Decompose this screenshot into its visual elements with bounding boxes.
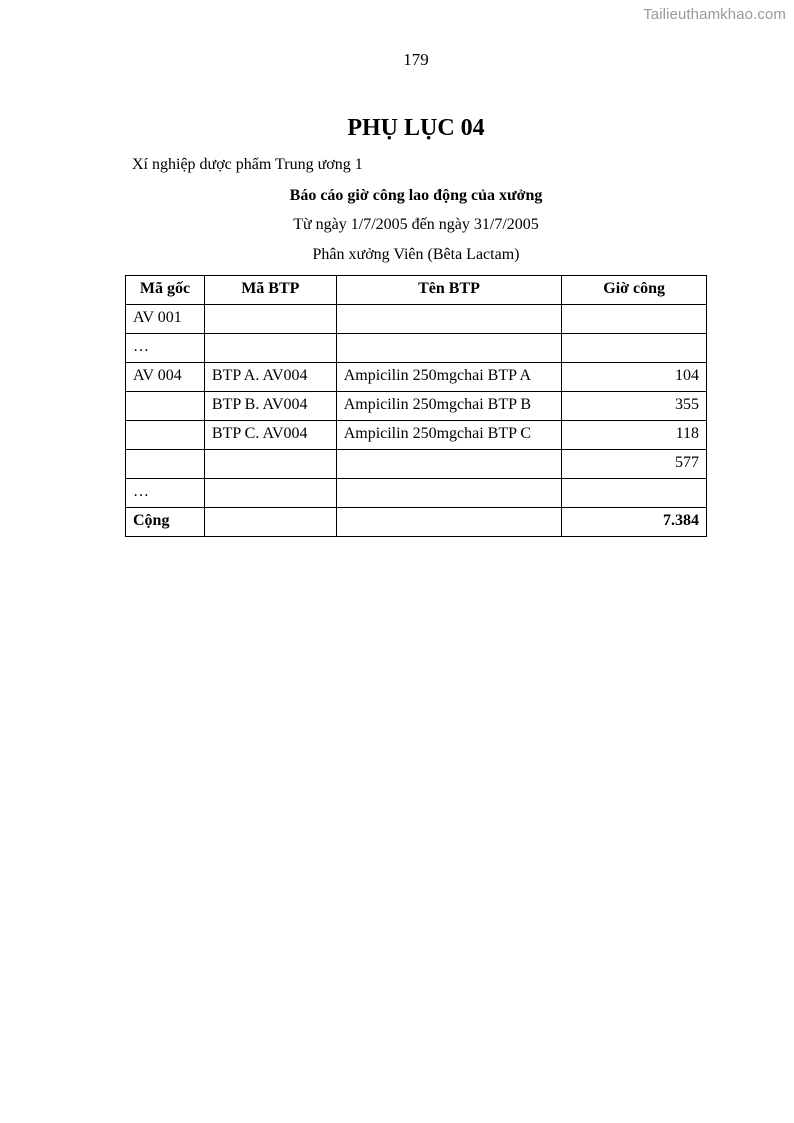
cell-ma-btp: BTP B. AV004	[204, 392, 336, 421]
cell-ma-goc: …	[126, 479, 205, 508]
cell-ma-btp: BTP C. AV004	[204, 421, 336, 450]
header-ma-goc: Mã gốc	[126, 276, 205, 305]
table-row	[126, 305, 707, 334]
workshop-name: Phân xưởng Viên (Bêta Lactam)	[312, 246, 520, 263]
table-header-row	[126, 276, 707, 305]
cell-ma-btp: BTP A. AV004	[204, 363, 336, 392]
cell-gio-cong-subtotal: 577	[562, 450, 707, 479]
company-name: Xí nghiệp dược phẩm Trung ương 1	[132, 156, 363, 173]
table-row	[126, 392, 707, 421]
total-gio-cong: 7.384	[562, 508, 707, 537]
table-row	[126, 479, 707, 508]
header-ten-btp: Tên BTP	[336, 276, 562, 305]
table-total-row	[126, 508, 707, 537]
cell-ma-btp	[204, 305, 336, 334]
cell-gio-cong: 104	[562, 363, 707, 392]
header-gio-cong: Giờ công	[562, 276, 707, 305]
cell-ten-btp	[336, 479, 562, 508]
total-ten-btp	[336, 508, 562, 537]
cell-ma-btp	[204, 450, 336, 479]
cell-ma-goc: AV 001	[126, 305, 205, 334]
date-range: Từ ngày 1/7/2005 đến ngày 31/7/2005	[293, 216, 539, 233]
cell-ten-btp: Ampicilin 250mgchai BTP B	[336, 392, 562, 421]
cell-gio-cong: 118	[562, 421, 707, 450]
table-row	[126, 363, 707, 392]
table-row	[126, 334, 707, 363]
cell-ma-goc	[126, 450, 205, 479]
header-ma-btp: Mã BTP	[204, 276, 336, 305]
cell-ma-goc: …	[126, 334, 205, 363]
table-row	[126, 421, 707, 450]
cell-ten-btp	[336, 305, 562, 334]
total-ma-btp	[204, 508, 336, 537]
cell-ma-goc	[126, 421, 205, 450]
cell-ten-btp	[336, 450, 562, 479]
cell-ten-btp: Ampicilin 250mgchai BTP C	[336, 421, 562, 450]
watermark: Tailieuthamkhao.com	[643, 6, 786, 23]
total-label: Cộng	[126, 508, 205, 537]
cell-gio-cong	[562, 334, 707, 363]
page-number: 179	[403, 50, 429, 69]
cell-ma-btp	[204, 334, 336, 363]
cell-gio-cong	[562, 479, 707, 508]
cell-ten-btp	[336, 334, 562, 363]
cell-gio-cong	[562, 305, 707, 334]
cell-ten-btp: Ampicilin 250mgchai BTP A	[336, 363, 562, 392]
table-row	[126, 450, 707, 479]
cell-ma-goc	[126, 392, 205, 421]
report-title: Báo cáo giờ công lao động của xưởng	[289, 187, 543, 204]
labor-hours-table	[125, 275, 707, 537]
appendix-title: PHỤ LỤC 04	[347, 115, 485, 141]
cell-gio-cong: 355	[562, 392, 707, 421]
cell-ma-btp	[204, 479, 336, 508]
cell-ma-goc: AV 004	[126, 363, 205, 392]
